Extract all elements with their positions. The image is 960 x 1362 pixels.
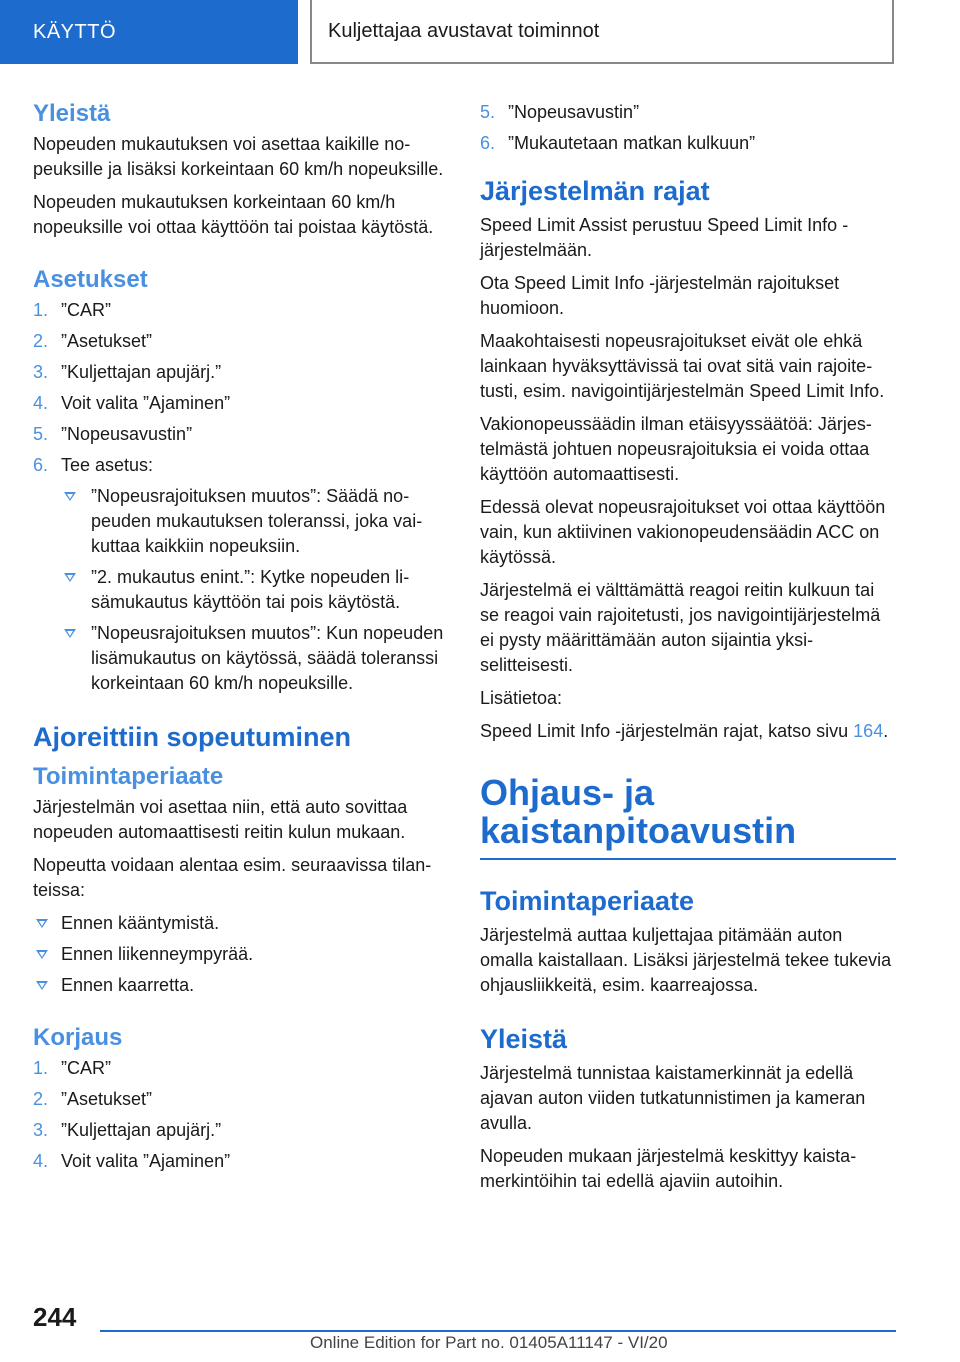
page-number: 244	[33, 1302, 77, 1332]
page-reference-link[interactable]: 164	[853, 721, 884, 741]
step-text: ”Kuljettajan apujärj.”	[61, 1120, 222, 1140]
step-text: ”Mukautetaan matkan kulkuun”	[508, 133, 756, 153]
step-text: ”Nopeusavustin”	[508, 102, 640, 122]
heading-korjaus: Korjaus	[33, 1024, 123, 1051]
heading-ajoreitti: Ajoreittiin sopeutuminen	[33, 722, 352, 752]
toiminta-list	[33, 911, 449, 998]
step-text: ”Asetukset”	[61, 331, 153, 351]
bullet-text: Ennen liikenneympyrää.	[61, 944, 254, 964]
step-text: ”CAR”	[61, 300, 111, 320]
step-number: 2.	[33, 331, 49, 351]
list-item	[33, 298, 449, 323]
bullet-text: Ennen kääntymistä.	[61, 913, 220, 933]
reference-paragraph	[480, 719, 896, 744]
step-text: ”CAR”	[61, 1058, 111, 1078]
paragraph: Nopeuden mukautuksen voi asettaa kaikille nopeuksille ja lisäksi korkeintaan 60 km/h nopeuksille.	[33, 134, 444, 179]
bullet-text: ”2. mukautus enint.”: Kytke nopeuden lisämukautus käyttöön tai pois käytöstä.	[91, 567, 410, 612]
list-item	[33, 911, 449, 936]
list-item	[33, 973, 449, 998]
paragraph: Järjestelmä auttaa kuljettajaa pitämään auton omalla kaistallaan. Lisäksi järjestelmä tekee tukevia ohjausliikkeitä, esim. kaarreajossa.	[480, 925, 892, 995]
list-item	[61, 565, 449, 615]
triangle-bullet-icon	[36, 950, 48, 959]
header-chapter: Kuljettajaa avustavat toiminnot	[328, 20, 600, 42]
step-text: Voit valita ”Ajaminen”	[61, 1151, 231, 1171]
list-item	[61, 484, 449, 559]
list-item	[33, 329, 449, 354]
step-number: 1.	[33, 300, 49, 320]
header-section: KÄYTTÖ	[0, 0, 298, 64]
korjaus-list	[33, 1056, 449, 1174]
step-number: 2.	[33, 1089, 49, 1109]
step-text: ”Nopeusavustin”	[61, 424, 193, 444]
heading-toimintaperiaate: Toimintaperiaate	[33, 763, 224, 790]
list-item	[480, 100, 896, 125]
list-item	[33, 453, 449, 478]
reference-end: .	[883, 721, 889, 741]
list-item	[33, 1056, 449, 1081]
heading-yleista: Yleistä	[480, 1024, 568, 1054]
paragraph: Nopeuden mukaan järjestelmä keskittyy kaistamerkintöihin tai edellä ajaviin autoihin.	[480, 1146, 857, 1191]
list-item	[480, 131, 896, 156]
step-number: 5.	[33, 424, 49, 444]
paragraph: Ota Speed Limit Info -järjestelmän rajoitukset huomioon.	[480, 273, 840, 318]
heading-ohjaus: Ohjaus- ja kaistanpitoavustin	[480, 774, 896, 860]
list-item	[61, 621, 449, 696]
heading-yleista: Yleistä	[33, 100, 111, 127]
paragraph: Speed Limit Assist perustuu Speed Limit Info -järjestelmään.	[480, 215, 849, 260]
footer-divider	[100, 1330, 896, 1332]
paragraph: Järjestelmä ei välttämättä reagoi reitin kulkuun tai se reagoi vain rajoitetusti, jos navigointijärjestelmä ei pysty määrittämään auton sijaintia yksiselitteisesti.	[480, 580, 881, 675]
step-number: 6.	[480, 133, 496, 153]
header-chapter-box	[310, 0, 894, 64]
paragraph: Edessä olevat nopeusrajoitukset voi ottaa käyttöön vain, kun aktiivinen vakionopeudensäädin ACC on käytössä.	[480, 497, 886, 567]
triangle-bullet-icon	[36, 919, 48, 928]
step-number: 4.	[33, 1151, 49, 1171]
list-item	[33, 391, 449, 416]
list-item	[33, 422, 449, 447]
paragraph: Vakionopeussäädin ilman etäisyyssäätöä: Järjestelmästä johtuen nopeusrajoituksia ei voida ottaa käyttöön automaattisesti.	[480, 414, 872, 484]
asetukset-sublist	[61, 484, 449, 696]
right-column	[480, 100, 896, 1202]
paragraph: Lisätietoa:	[480, 688, 563, 708]
triangle-bullet-icon	[64, 573, 76, 582]
paragraph: Nopeuden mukautuksen korkeintaan 60 km/h nopeuksille voi ottaa käyttöön tai poistaa käytöstä.	[33, 192, 434, 237]
step-number: 1.	[33, 1058, 49, 1078]
bullet-text: ”Nopeusrajoituksen muutos”: Kun nopeuden lisämukautus on käytössä, säädä toleranssi korkeintaan 60 km/h nopeuksille.	[91, 623, 444, 693]
step-number: 6.	[33, 455, 49, 475]
list-item	[33, 1149, 449, 1174]
step-number: 4.	[33, 393, 49, 413]
list-item	[33, 1087, 449, 1112]
footer-edition: Online Edition for Part no. 01405A11147 - VI/20	[310, 1333, 668, 1352]
step-number: 3.	[33, 1120, 49, 1140]
triangle-bullet-icon	[64, 629, 76, 638]
triangle-bullet-icon	[36, 981, 48, 990]
korjaus-list-continued	[480, 100, 896, 156]
step-text: Tee asetus:	[61, 455, 154, 475]
heading-asetukset: Asetukset	[33, 266, 148, 293]
left-column	[33, 100, 449, 1180]
paragraph: Järjestelmän voi asettaa niin, että auto sovittaa nopeuden automaattisesti reitin kulun mukaan.	[33, 797, 408, 842]
paragraph: Järjestelmä tunnistaa kaistamerkinnät ja edellä ajavan auton viiden tutkatunnistimen ja kameran avulla.	[480, 1063, 866, 1133]
step-text: ”Asetukset”	[61, 1089, 153, 1109]
bullet-text: Ennen kaarretta.	[61, 975, 195, 995]
bullet-text: ”Nopeusrajoituksen muutos”: Säädä nopeuden mukautuksen toleranssi, joka vaikuttaa kaikkiin nopeuksiin.	[91, 486, 423, 556]
list-item	[33, 1118, 449, 1143]
step-text: Voit valita ”Ajaminen”	[61, 393, 231, 413]
reference-text: Speed Limit Info -järjestelmän rajat, katso sivu	[480, 721, 854, 741]
triangle-bullet-icon	[64, 492, 76, 501]
list-item	[33, 360, 449, 385]
step-text: ”Kuljettajan apujärj.”	[61, 362, 222, 382]
asetukset-list	[33, 298, 449, 478]
step-number: 3.	[33, 362, 49, 382]
paragraph: Maakohtaisesti nopeusrajoitukset eivät ole ehkä lainkaan hyväksyttävissä tai ovat sitä vain rajoitetusti, esim. navigointijärjestelmän Speed Limit Info.	[480, 331, 885, 401]
step-number: 5.	[480, 102, 496, 122]
list-item	[33, 942, 449, 967]
paragraph: Nopeutta voidaan alentaa esim. seuraavissa tilanteissa:	[33, 855, 432, 900]
heading-rajat: Järjestelmän rajat	[480, 176, 710, 206]
heading-toimintaperiaate: Toimintaperiaate	[480, 886, 695, 916]
